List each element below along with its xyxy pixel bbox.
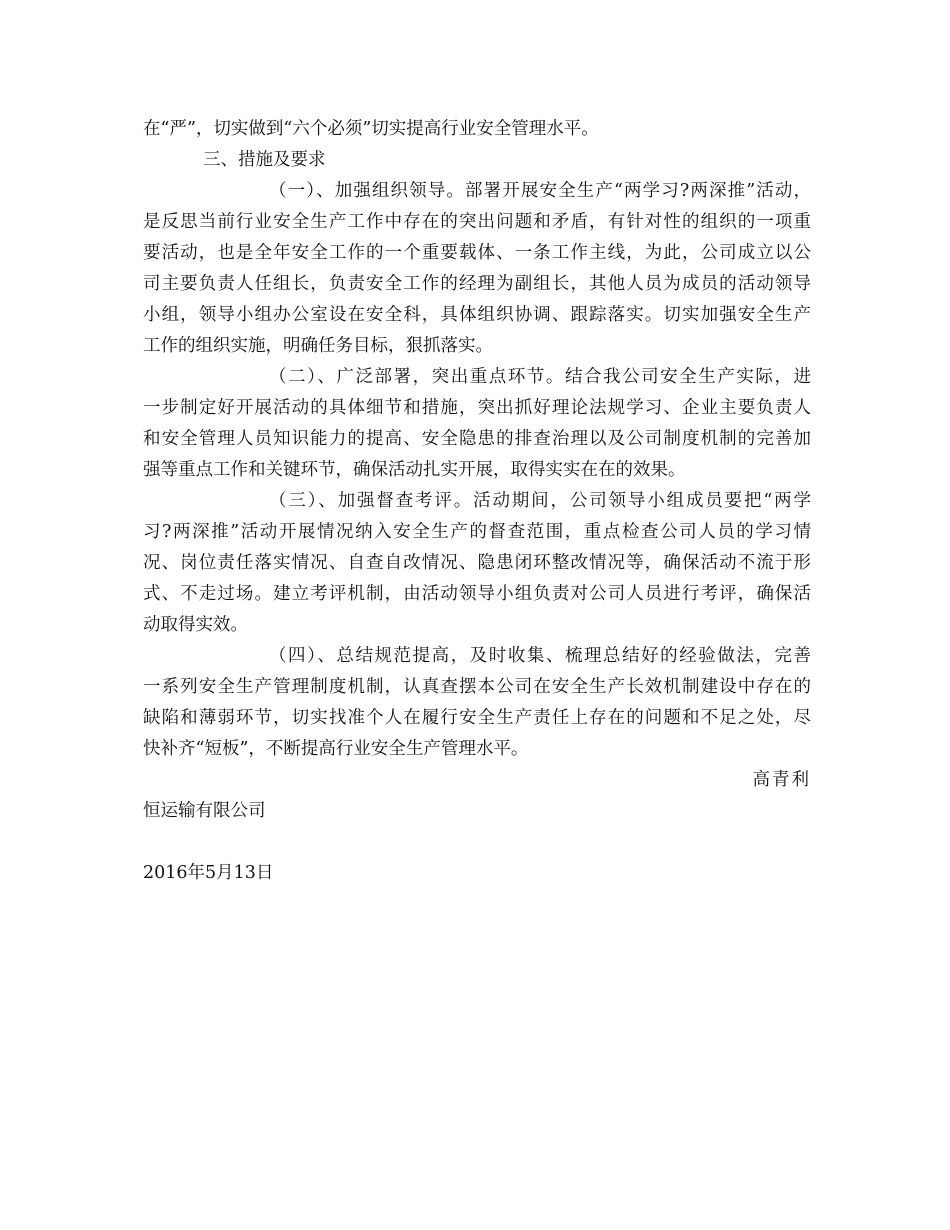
paragraph-1 <box>143 176 811 362</box>
spacer <box>143 827 811 858</box>
paragraph-line: 一系列安全生产管理制度机制，认真查摆本公司在安全生产长效机制建设中存在的 <box>143 677 811 697</box>
paragraph-line: 是反思当前行业安全生产工作中存在的突出问题和矛盾，有针对性的组织的一项重 <box>143 212 811 232</box>
paragraph-3 <box>143 486 811 641</box>
document-body <box>143 114 811 889</box>
signature-name: 高青利 <box>752 770 811 790</box>
paragraph-line: 式、不走过场。建立考评机制，由活动领导小组负责对公司人员进行考评，确保活 <box>143 584 811 604</box>
paragraph-line: 一步制定好开展活动的具体细节和措施，突出抓好理论法规学习、企业主要负责人 <box>143 398 811 418</box>
paragraph-line: （一）、加强组织领导。部署开展安全生产“两学习?两深推”活动， <box>269 181 811 201</box>
paragraph-line: 缺陷和薄弱环节，切实找准个人在履行安全生产责任上存在的问题和不足之处，尽 <box>143 708 811 728</box>
paragraph-4 <box>143 641 811 765</box>
company-name: 恒运输有限公司 <box>143 801 266 821</box>
paragraph-line: 和安全管理人员知识能力的提高、安全隐患的排查治理以及公司制度机制的完善加 <box>143 429 811 449</box>
paragraph-line: 快补齐“短板”，不断提高行业安全生产管理水平。 <box>143 739 529 759</box>
section-heading: 三、措施及要求 <box>203 150 326 170</box>
paragraph-line: （二）、广泛部署，突出重点环节。结合我公司安全生产实际，进 <box>269 367 811 387</box>
intro-tail-line: 在“严”，切实做到“六个必须”切实提高行业安全管理水平。 <box>143 119 599 139</box>
paragraph-line: 小组，领导小组办公室设在安全科，具体组织协调、跟踪落实。切实加强安全生产 <box>143 305 811 325</box>
paragraph-line: 强等重点工作和关键环节，确保活动扎实开展，取得实实在在的效果。 <box>143 460 686 480</box>
paragraph-line: 司主要负责人任组长，负责安全工作的经理为副组长，其他人员为成员的活动领导 <box>143 274 811 294</box>
document-date: 2016年5月13日 <box>143 863 274 883</box>
paragraph-line: 动取得实效。 <box>143 615 248 635</box>
paragraph-line: （四）、总结规范提高，及时收集、梳理总结好的经验做法，完善 <box>269 646 811 666</box>
paragraph-line: （三）、加强督查考评。活动期间，公司领导小组成员要把“两学 <box>269 491 811 511</box>
paragraph-2 <box>143 362 811 486</box>
paragraph-line: 工作的组织实施，明确任务目标，狠抓落实。 <box>143 336 493 356</box>
paragraph-line: 习?两深推”活动开展情况纳入安全生产的督查范围，重点检查公司人员的学习情 <box>143 522 811 542</box>
paragraph-line: 况、岗位责任落实情况、自查自改情况、隐患闭环整改情况等，确保活动不流于形 <box>143 553 811 573</box>
paragraph-line: 要活动，也是全年安全工作的一个重要载体、一条工作主线，为此，公司成立以公 <box>143 243 811 263</box>
